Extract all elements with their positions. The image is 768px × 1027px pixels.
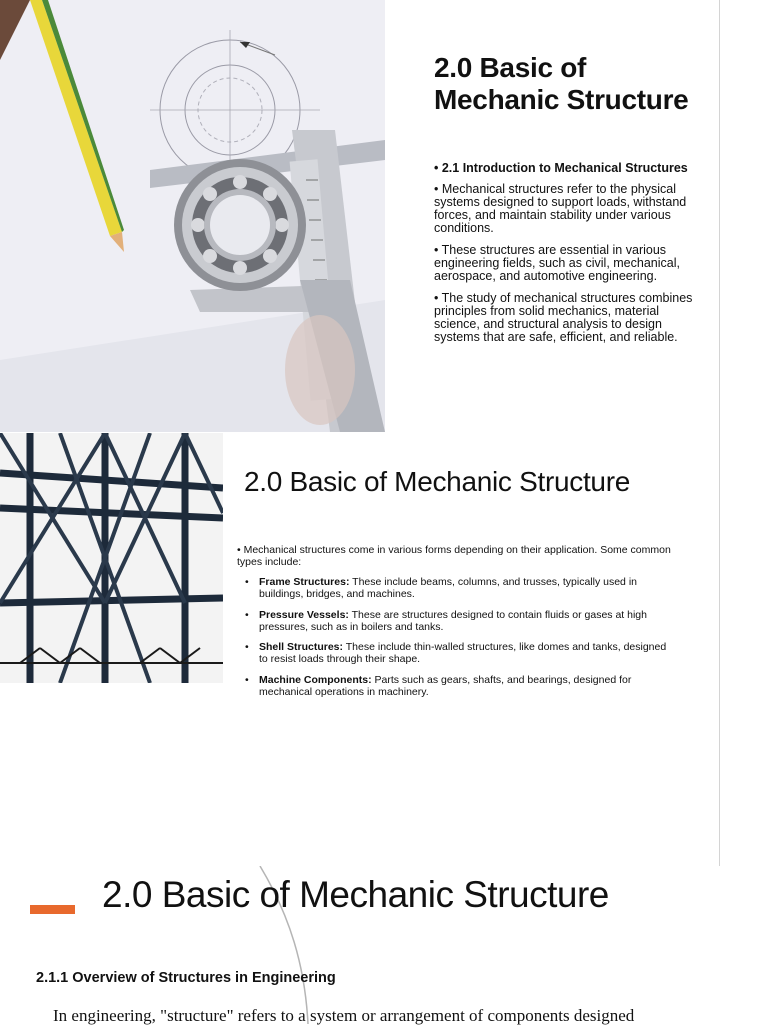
item-term: Shell Structures: [259, 641, 344, 653]
slide1-title: 2.0 Basic of Mechanic Structure [434, 52, 689, 115]
list-item [259, 641, 677, 665]
slide3-title: 2.0 Basic of Mechanic Structure [102, 874, 609, 915]
item-text: These include thin-walled structures, like domes and tanks, designed to resist loads through their shape. [259, 641, 667, 665]
item-text: Parts such as gears, shafts, and bearings, designed for mechanical operations in machinery. [259, 673, 632, 698]
slide1-body [434, 162, 696, 353]
slide1-bullet: • Mechanical structures refer to the physical systems designed to support loads, withstand forces, and maintain stability under various conditions. [434, 182, 687, 235]
page-divider [719, 0, 720, 866]
slide1-subheading: • 2.1 Introduction to Mechanical Structures [434, 161, 688, 175]
slide2-body [237, 544, 677, 706]
truss-bridge-illustration [0, 433, 223, 683]
slide1-bullet: • These structures are essential in various engineering fields, such as civil, mechanical, aerospace, and automotive engineering. [434, 243, 680, 283]
list-item [259, 576, 677, 600]
list-item [259, 674, 677, 698]
item-text: These are structures designed to contain fluids or gases at high pressures, such as in boilers and tanks. [259, 608, 647, 633]
slide1-photo-caliper-bearing [0, 0, 385, 432]
item-term: Pressure Vessels: [259, 608, 349, 621]
list-item [259, 609, 677, 633]
slide2-title: 2.0 Basic of Mechanic Structure [244, 466, 630, 497]
item-term: Frame Structures: [259, 576, 350, 588]
structure-types-list [237, 576, 677, 698]
accent-bar [30, 905, 75, 914]
caliper-bearing-illustration [0, 0, 385, 432]
slide1-bullet: • The study of mechanical structures combines principles from solid mechanics, material science, and structural analysis to design systems that are safe, efficient, and reliable. [434, 291, 693, 344]
slide2-intro: • Mechanical structures come in various forms depending on their application. Some common types include: [237, 544, 671, 568]
section-paragraph: In engineering, "structure" refers to a system or arrangement of components designed [53, 1006, 635, 1025]
slide2-photo-truss-bridge [0, 433, 223, 683]
bearing [174, 159, 306, 291]
item-text: These include beams, columns, and trusses, typically used in buildings, bridges, and machines. [259, 576, 637, 600]
item-term: Machine Components: [259, 673, 372, 686]
section-heading: 2.1.1 Overview of Structures in Engineering [36, 970, 336, 986]
